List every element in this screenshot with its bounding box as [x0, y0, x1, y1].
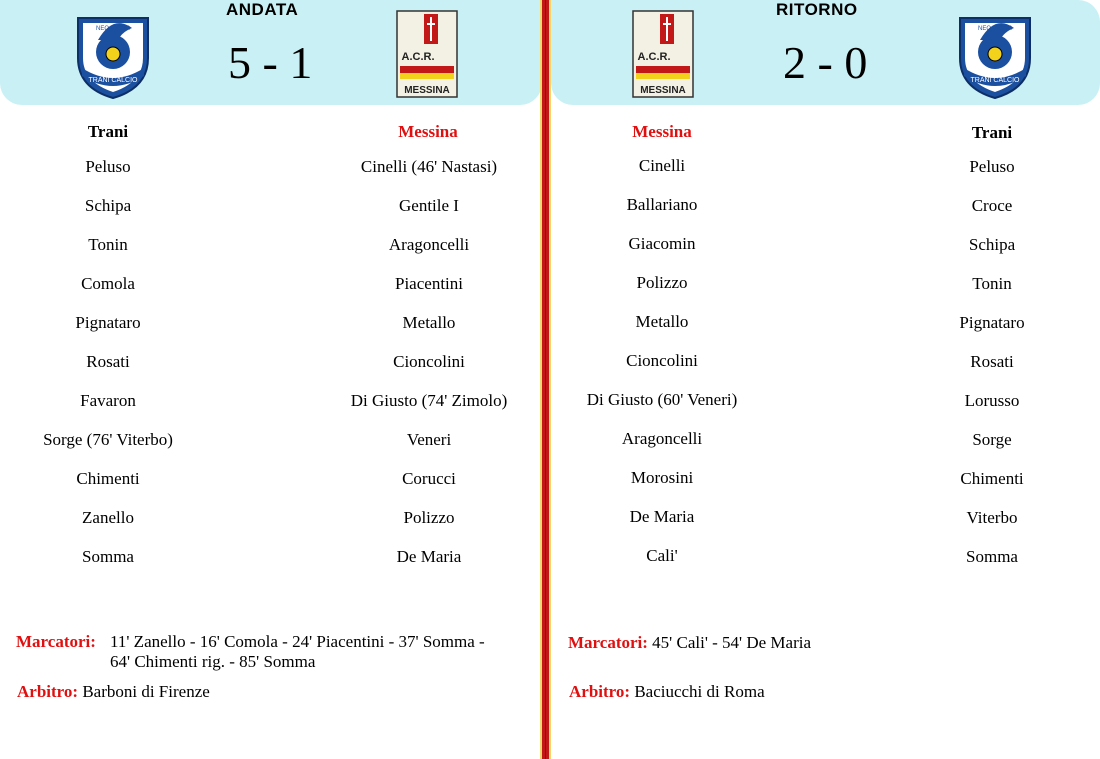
svg-text:TRANI CALCIO: TRANI CALCIO [88, 77, 138, 84]
player-name: De Maria [629, 507, 695, 526]
player-name: Sorge [972, 430, 1012, 449]
svg-text:A.C.R.: A.C.R. [401, 51, 435, 63]
referee-label: Arbitro: [17, 682, 79, 701]
player-name: Metallo [635, 312, 689, 331]
player-name: Comola [81, 274, 135, 293]
scorers-line: 45' Cali' - 54' De Maria [652, 633, 812, 652]
andata-away-lineup [314, 157, 544, 586]
player-name: Corucci [402, 469, 456, 488]
player-name: Rosati [86, 352, 130, 371]
ritorno-home-team: Messina [632, 122, 692, 141]
player-name: Peluso [85, 157, 131, 176]
svg-text:NEO VIGOR: NEO VIGOR [977, 26, 1013, 32]
player-name: Aragoncelli [621, 429, 703, 448]
scorers-label: Marcatori: [16, 632, 96, 651]
player-name: Sorge (76' Viterbo) [43, 430, 173, 449]
player-name: Pignataro [75, 313, 141, 332]
ritorno-home-lineup [552, 156, 772, 585]
ritorno-scorers [568, 633, 811, 653]
andata-home-team: Trani [87, 122, 129, 141]
andata-score: 5 - 1 [228, 37, 313, 88]
trani-crest-icon [72, 10, 154, 105]
player-name: Cali' [646, 546, 678, 565]
andata-away-team: Messina [398, 122, 458, 141]
player-name: Piacentini [395, 274, 463, 293]
player-name: Chimenti [76, 469, 140, 488]
ritorno-referee [569, 682, 765, 702]
andata-title: ANDATA [226, 0, 299, 19]
player-name: Ballariano [626, 195, 698, 214]
player-name: Viterbo [966, 508, 1018, 527]
player-name: Chimenti [960, 469, 1024, 488]
player-name: Cinelli [638, 156, 686, 175]
player-name: De Maria [396, 547, 462, 566]
svg-text:MESSINA: MESSINA [404, 85, 450, 96]
player-name: Polizzo [403, 508, 455, 527]
scorers-line: 11' Zanello - 16' Comola - 24' Piacentini - 37' Somma - [110, 632, 485, 651]
svg-text:MESSINA: MESSINA [640, 85, 686, 96]
player-name: Zanello [82, 508, 134, 527]
player-name: Gentile I [399, 196, 459, 215]
scorers-label: Marcatori: [568, 633, 648, 652]
player-name: Pignataro [959, 313, 1025, 332]
player-name: Somma [966, 547, 1018, 566]
player-name: Tonin [972, 274, 1012, 293]
player-name: Favaron [80, 391, 136, 410]
andata-scorers-label [16, 632, 96, 652]
scorers-line: 64' Chimenti rig. - 85' Somma [110, 652, 316, 671]
ritorno-away-lineup [892, 157, 1092, 586]
player-name: Croce [971, 196, 1013, 215]
referee-label: Arbitro: [569, 682, 631, 701]
messina-crest-icon [396, 10, 458, 103]
player-name: Cioncolini [626, 351, 698, 370]
player-name: Somma [82, 547, 134, 566]
player-name: Schipa [968, 235, 1016, 254]
andata-home-lineup [8, 157, 208, 586]
referee-name: Barboni di Firenze [82, 682, 210, 701]
ritorno-title: RITORNO [776, 0, 858, 19]
svg-text:NEO VIGOR: NEO VIGOR [95, 26, 131, 32]
andata-referee [17, 682, 210, 702]
svg-text:A.C.R.: A.C.R. [637, 51, 671, 63]
player-name: Di Giusto (74' Zimolo) [350, 391, 508, 410]
player-name: Schipa [84, 196, 132, 215]
player-name: Cinelli (46' Nastasi) [360, 157, 498, 176]
referee-name: Baciucchi di Roma [634, 682, 765, 701]
player-name: Polizzo [636, 273, 688, 292]
ritorno-away-team: Trani [971, 123, 1013, 142]
player-name: Giacomin [628, 234, 696, 253]
player-name: Tonin [88, 235, 128, 254]
player-name: Cioncolini [393, 352, 465, 371]
ritorno-score: 2 - 0 [783, 37, 868, 88]
player-name: Di Giusto (60' Veneri) [586, 390, 738, 409]
svg-text:TRANI CALCIO: TRANI CALCIO [970, 77, 1020, 84]
player-name: Veneri [406, 430, 452, 449]
player-name: Metallo [402, 313, 456, 332]
player-name: Peluso [969, 157, 1015, 176]
player-name: Morosini [630, 468, 694, 487]
messina-crest-icon [632, 10, 694, 103]
player-name: Aragoncelli [388, 235, 470, 254]
andata-scorers [110, 632, 535, 672]
player-name: Lorusso [964, 391, 1020, 410]
player-name: Rosati [970, 352, 1014, 371]
trani-crest-icon [954, 10, 1036, 105]
